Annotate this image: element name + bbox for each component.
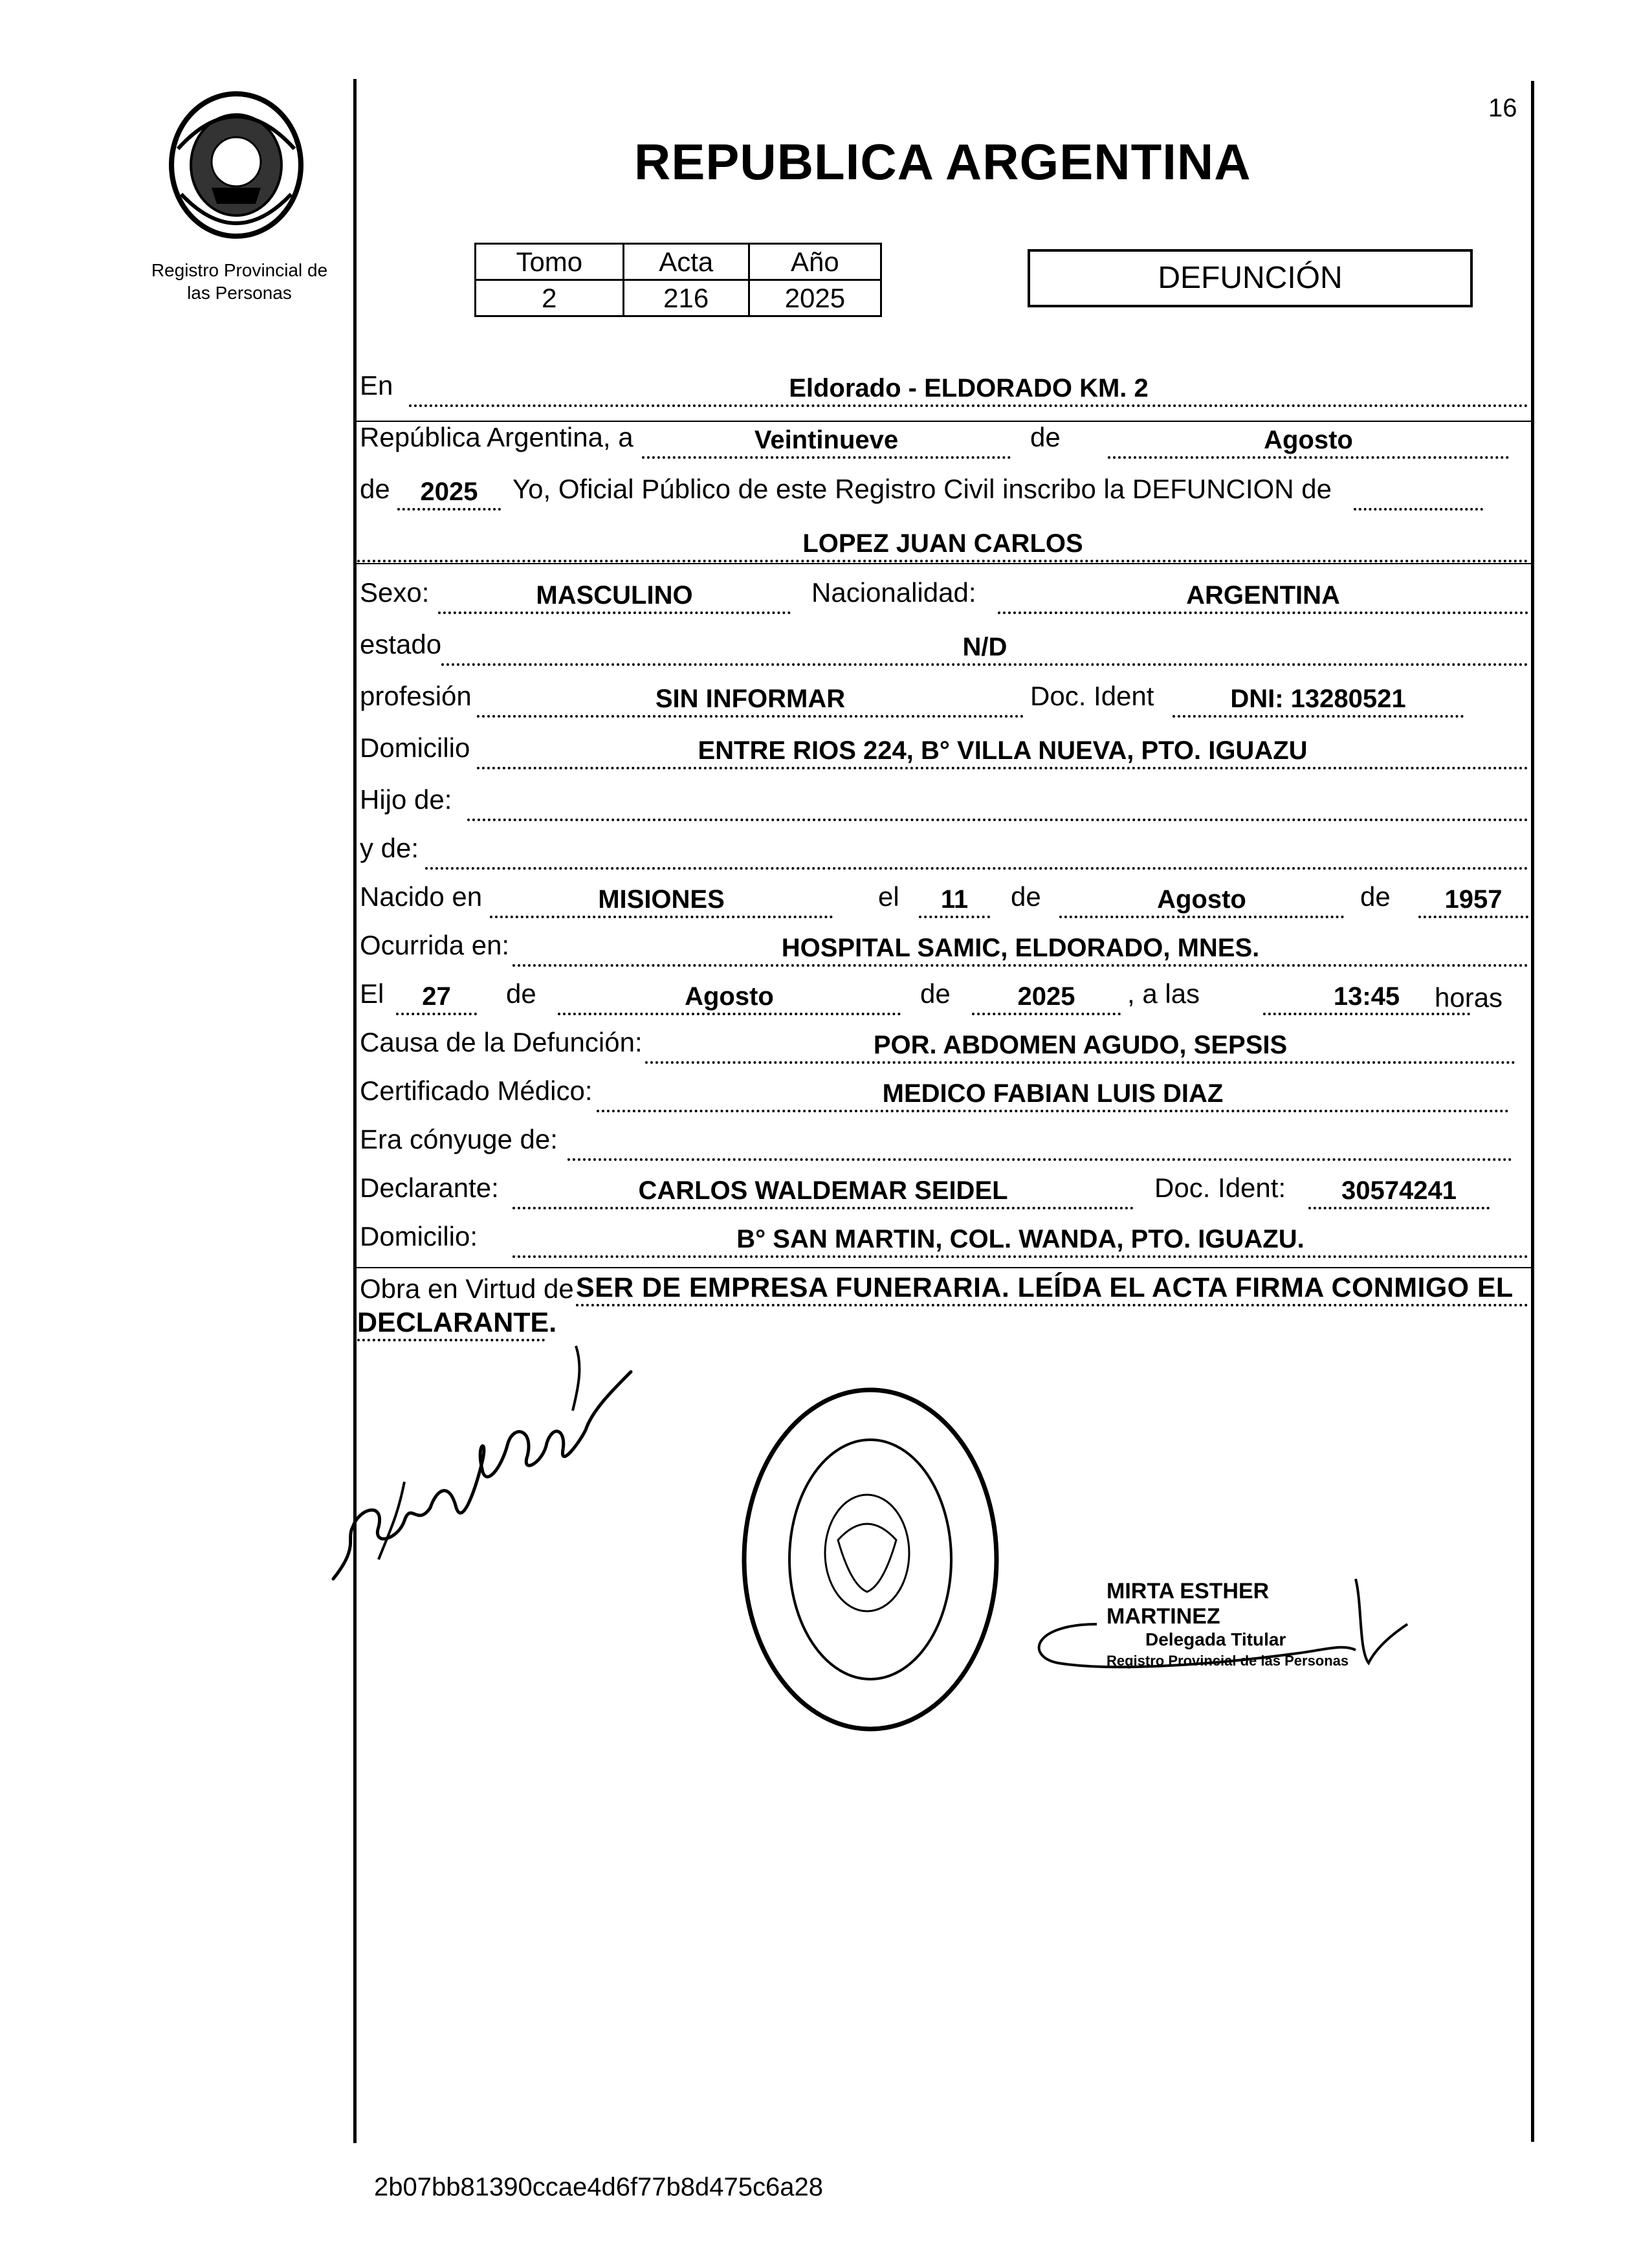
field-domicilio	[477, 734, 1528, 769]
field-day	[642, 424, 1011, 459]
row-profesion	[357, 683, 1528, 734]
field-def-month	[558, 980, 901, 1015]
label-doc-ident-decl: Doc. Ident:	[1154, 1173, 1286, 1203]
value-nacido-place: MISIONES	[598, 885, 725, 914]
document-hash: 2b07bb81390ccae4d6f77b8d475c6a28	[374, 2173, 824, 2201]
label-estado: estado	[360, 629, 442, 659]
row-ocurrida	[357, 932, 1528, 984]
value-nacido-day: 11	[940, 885, 969, 914]
value-month: Agosto	[1264, 426, 1353, 454]
label-certificado: Certificado Médico:	[360, 1075, 593, 1106]
value-obra-2: DECLARANTE.	[357, 1307, 557, 1338]
row-nacido	[357, 883, 1528, 935]
value-estado: N/D	[962, 633, 1008, 661]
row-hijo	[357, 786, 1528, 838]
field-sexo	[438, 579, 791, 614]
value-obra-1: SER DE EMPRESA FUNERARIA. LEÍDA EL ACTA FIRMA CONMIGO EL	[576, 1272, 1514, 1303]
field-estado	[441, 631, 1528, 666]
field-certificado	[597, 1077, 1509, 1112]
value-def-month: Agosto	[685, 982, 774, 1011]
doc-type-box: DEFUNCIÓN	[1028, 249, 1473, 307]
label-sexo: Sexo:	[360, 577, 430, 608]
row-fecha	[357, 424, 1528, 476]
field-def-day	[396, 980, 477, 1015]
value-year: 2025	[420, 478, 478, 506]
label-de: de	[1030, 422, 1061, 452]
value-domicilio: ENTRE RIOS 224, B° VILLA NUEVA, PTO. IGUAZU	[698, 736, 1308, 765]
value-nacido-month: Agosto	[1157, 885, 1246, 914]
page-number: 16	[1488, 94, 1517, 122]
value-doc-decl: 30574241	[1341, 1176, 1457, 1205]
row-fecha-defuncion	[357, 980, 1528, 1032]
value-day: Veintinueve	[754, 426, 899, 454]
field-nacionalidad	[998, 579, 1528, 614]
label-de-1: de	[1011, 881, 1041, 912]
value-nacionalidad: ARGENTINA	[1186, 581, 1340, 610]
field-profesion	[477, 683, 1024, 718]
row-sexo	[357, 579, 1528, 631]
separator-2	[355, 563, 1531, 564]
field-conyuge	[567, 1126, 1512, 1161]
field-dni	[1173, 683, 1464, 718]
seal-caption	[0, 259, 479, 304]
field-nacido-month	[1059, 883, 1344, 918]
field-hijo	[467, 786, 1528, 821]
value-domicilio-decl: B° SAN MARTIN, COL. WANDA, PTO. IGUAZU.	[736, 1225, 1305, 1253]
header-anio: Año	[749, 244, 881, 280]
value-dni: DNI: 13280521	[1230, 685, 1406, 713]
record-table	[474, 243, 882, 317]
row-anio	[357, 476, 1528, 527]
value-causa: POR. ABDOMEN AGUDO, SEPSIS	[873, 1031, 1288, 1059]
label-domicilio-decl: Domicilio:	[360, 1221, 478, 1251]
value-tomo: 2	[476, 280, 624, 316]
value-def-year: 2025	[1017, 982, 1075, 1011]
label-profesion: profesión	[360, 681, 472, 711]
field-def-year	[972, 980, 1121, 1015]
field-trail	[1354, 476, 1483, 511]
field-month	[1108, 424, 1509, 459]
label-el-fecha: El	[360, 978, 384, 1009]
label-de-4: de	[920, 978, 951, 1009]
value-profesion: SIN INFORMAR	[655, 685, 846, 713]
value-certificado: MEDICO FABIAN LUIS DIAZ	[882, 1079, 1224, 1108]
label-a-las: , a las	[1127, 978, 1200, 1009]
value-def-day: 27	[422, 982, 451, 1011]
row-declarante	[357, 1174, 1528, 1226]
value-anio: 2025	[749, 280, 881, 316]
org-line-1: Registro Provincial de	[151, 260, 328, 280]
value-nombre: LOPEZ JUAN CARLOS	[802, 529, 1083, 558]
value-acta: 216	[623, 280, 749, 316]
field-nacido-place	[490, 883, 833, 918]
row-domicilio	[357, 734, 1528, 786]
value-place: Eldorado - ELDORADO KM. 2	[789, 374, 1149, 402]
row-yde	[357, 835, 1528, 886]
label-obra: Obra en Virtud de	[360, 1273, 574, 1304]
org-line-2: las Personas	[187, 283, 292, 303]
label-declarante: Declarante:	[360, 1173, 499, 1203]
label-horas: horas	[1435, 982, 1503, 1013]
field-ocurrida	[512, 932, 1528, 967]
official-name: MIRTA ESTHER MARTINEZ	[1107, 1579, 1270, 1629]
field-nacido-year	[1418, 883, 1528, 918]
label-conyuge: Era cónyuge de:	[360, 1124, 558, 1154]
label-de-year: de	[360, 474, 390, 504]
declarant-signature	[320, 1333, 644, 1592]
official-org: Registro Provincial de las Personas	[1107, 1653, 1349, 1669]
field-en	[409, 372, 1528, 407]
field-year	[397, 476, 501, 511]
field-causa	[645, 1029, 1515, 1064]
separator-1	[355, 421, 1531, 422]
header-tomo: Tomo	[476, 244, 624, 280]
page-title: REPUBLICA ARGENTINA	[634, 133, 1251, 190]
label-el: el	[878, 881, 899, 912]
field-doc-decl	[1308, 1174, 1490, 1209]
label-hijo: Hijo de:	[360, 784, 452, 815]
row-nombre	[357, 527, 1528, 579]
row-estado	[357, 631, 1528, 683]
official-role: Delegada Titular	[1145, 1629, 1286, 1649]
field-domicilio-decl	[512, 1223, 1528, 1258]
left-margin-line	[353, 79, 357, 2143]
row-causa	[357, 1029, 1528, 1081]
field-obra-1	[576, 1272, 1528, 1306]
value-declarante: CARLOS WALDEMAR SEIDEL	[638, 1176, 1008, 1205]
value-ocurrida: HOSPITAL SAMIC, ELDORADO, MNES.	[781, 934, 1260, 962]
label-domicilio: Domicilio	[360, 732, 470, 763]
row-certificado	[357, 1077, 1528, 1129]
label-causa: Causa de la Defunción:	[360, 1027, 643, 1057]
value-def-time: 13:45	[1333, 982, 1400, 1011]
label-de-2: de	[1360, 881, 1391, 912]
header-acta: Acta	[623, 244, 749, 280]
registry-oval-seal	[734, 1378, 1006, 1741]
field-nombre	[357, 527, 1528, 562]
right-margin-line	[1531, 81, 1534, 2142]
inscribe-text: Yo, Oficial Público de este Registro Civil inscribo la DEFUNCION de	[512, 474, 1332, 504]
field-yde	[425, 835, 1528, 870]
value-nacido-year: 1957	[1444, 885, 1503, 914]
field-declarante	[512, 1174, 1134, 1209]
label-republica: República Argentina, a	[360, 422, 633, 452]
label-en: En	[360, 370, 393, 401]
row-conyuge	[357, 1126, 1528, 1178]
separator-3	[355, 1267, 1531, 1268]
label-yde: y de:	[360, 833, 419, 863]
label-de-3: de	[506, 978, 536, 1009]
label-doc-ident: Doc. Ident	[1030, 681, 1154, 711]
province-seal-logo	[165, 91, 307, 239]
field-nacido-day	[919, 883, 990, 918]
label-ocurrida: Ocurrida en:	[360, 930, 510, 960]
row-en	[357, 372, 1528, 424]
label-nacido: Nacido en	[360, 881, 483, 912]
value-sexo: MASCULINO	[536, 581, 693, 610]
official-stamp	[1107, 1579, 1378, 1669]
label-nacionalidad: Nacionalidad:	[811, 577, 976, 608]
